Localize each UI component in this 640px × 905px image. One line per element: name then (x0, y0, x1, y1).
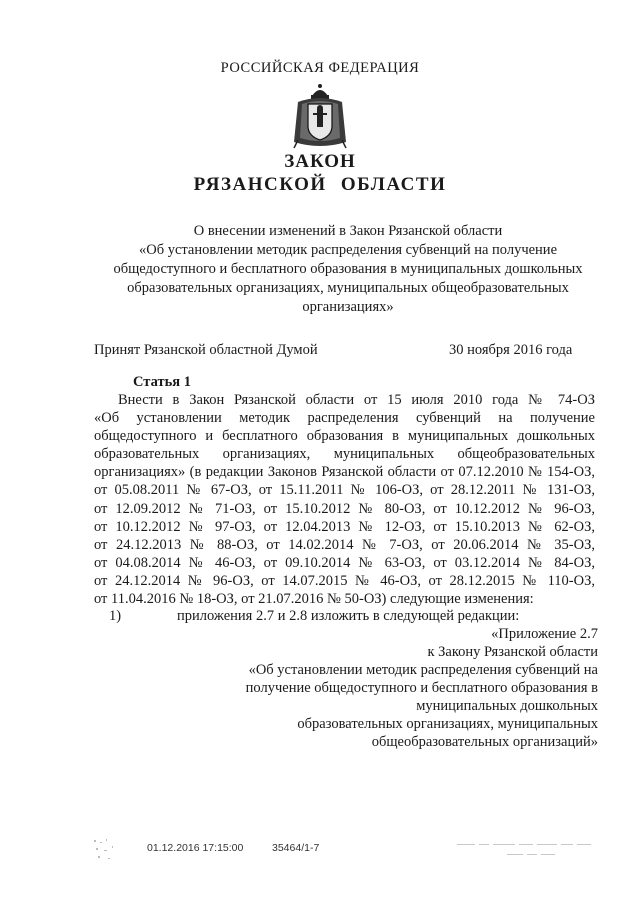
annex-line: общеобразовательных организаций» (371, 734, 598, 750)
body-line: от 24.12.2014 № 96-ОЗ, от 14.07.2015 № 46-ОЗ, от 28.12.2015 № 110-ОЗ, (94, 572, 595, 589)
title-line: общедоступного и бесплатного образования в муниципальных дошкольных (113, 261, 583, 277)
annex-line: образовательных организациях, муниципальных (297, 716, 598, 732)
region-heading: РЯЗАНСКОЙ ОБЛАСТИ (193, 174, 447, 195)
footer-doc-id: 35464/1-7 (272, 842, 320, 854)
annex-heading (220, 625, 598, 751)
title-line: организациях» (302, 299, 394, 315)
law-title (108, 222, 588, 317)
title-line: образовательных организациях, муниципальных общеобразовательных (127, 280, 569, 296)
title-line: О внесении изменений в Закон Рязанской области (193, 223, 503, 239)
body-line: «Об установлении методик распределения субвенций на получение (94, 410, 595, 427)
scan-noise (455, 840, 595, 862)
body-line: от 05.08.2011 № 67-ОЗ, от 15.11.2011 № 106-ОЗ, от 28.12.2011 № 131-ОЗ, (94, 482, 595, 499)
body-line: организациях» (в редакции Законов Рязанской области от 07.12.2010 № 154-ОЗ, (94, 464, 595, 481)
scan-noise (90, 836, 120, 864)
body-line: от 04.08.2014 № 46-ОЗ, от 09.10.2014 № 63-ОЗ, от 03.12.2014 № 84-ОЗ, (94, 554, 595, 571)
annex-line: «Об установлении методик распределения субвенций на (248, 662, 598, 678)
annex-line: к Закону Рязанской области (427, 644, 598, 660)
annex-line: «Приложение 2.7 (491, 626, 598, 642)
country-heading: РОССИЙСКАЯ ФЕДЕРАЦИЯ (220, 60, 420, 76)
body-line: от 24.12.2013 № 88-ОЗ, от 14.02.2014 № 7-ОЗ, от 20.06.2014 № 35-ОЗ, (94, 536, 595, 553)
list-item (109, 608, 519, 625)
body-line: образовательных организациях, муниципальных общеобразовательных (94, 446, 595, 463)
annex-line: получение общедоступного и бесплатного образования в (245, 680, 598, 696)
adopted-by: Принят Рязанской областной Думой (94, 342, 318, 358)
title-line: «Об установлении методик распределения субвенций на получение (138, 242, 558, 258)
body-line: от 11.04.2016 № 18-ОЗ, от 21.07.2016 № 50-ОЗ) следующие изменения: (94, 591, 534, 608)
adopted-date: 30 ноября 2016 года (449, 342, 573, 358)
body-line: Внести в Закон Рязанской области от 15 июля 2010 года № 74-ОЗ (118, 392, 595, 408)
footer-timestamp: 01.12.2016 17:15:00 (147, 842, 244, 854)
item-text: приложения 2.7 и 2.8 изложить в следующей редакции: (177, 608, 520, 624)
article-heading: Статья 1 (133, 374, 191, 390)
law-heading: ЗАКОН (284, 151, 356, 172)
annex-line: муниципальных дошкольных (416, 698, 598, 714)
body-line: от 12.09.2012 № 71-ОЗ, от 15.10.2012 № 80-ОЗ, от 10.12.2012 № 96-ОЗ, (94, 500, 595, 517)
body-line: от 10.12.2012 № 97-ОЗ, от 12.04.2013 № 12-ОЗ, от 15.10.2013 № 62-ОЗ, (94, 518, 595, 535)
item-number: 1) (109, 608, 122, 624)
body-line: общедоступного и бесплатного образования в муниципальных дошкольных (94, 428, 595, 445)
article-body (94, 391, 595, 608)
coat-of-arms-icon (290, 82, 350, 150)
